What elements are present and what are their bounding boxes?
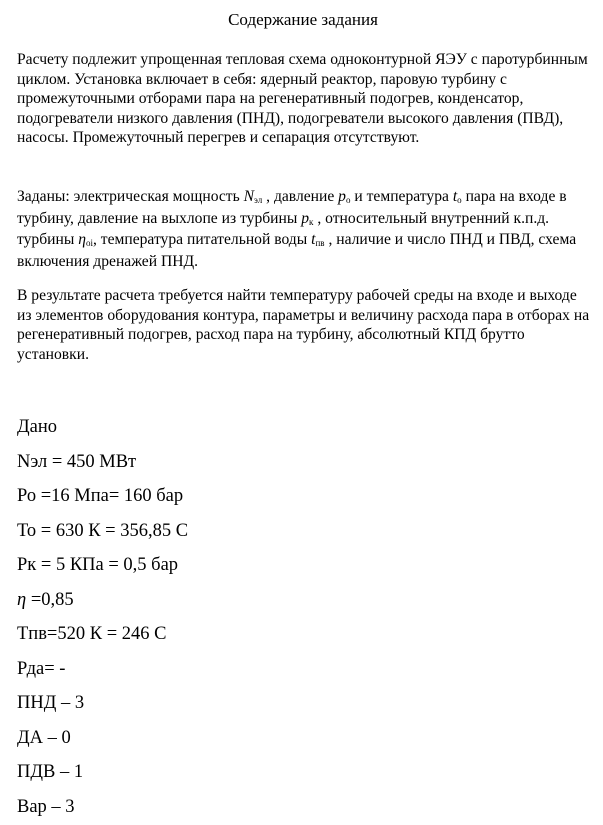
symbol-n-el: $N_{эл}$ (243, 188, 263, 205)
symbol-p-k: $p_к$ (301, 209, 314, 227)
given-var: Вар – 3 (17, 797, 75, 817)
document-title: Содержание задания (228, 10, 378, 29)
given-p-da: Рда= - (17, 659, 66, 679)
given-t-pv: Tпв=520 К = 246 С (17, 624, 167, 644)
symbol-p-o: $p_о$ (338, 188, 351, 205)
given-n-el: Nэл = 450 МВт (17, 452, 137, 472)
given-eta (17, 589, 74, 611)
symbol-t-o: $t_о$ (452, 188, 462, 205)
symbol-t-pv: $t_{пв}$ (311, 231, 325, 248)
task-description-paragraph: Расчету подлежит упрощенная тепловая схема одноконтурной ЯЭУ с паротурбинным циклом. Установка включает в себя: ядерный реактор, паровую турбину с промежуточными отборами пара на регенеративный подогрев, конденсатор, подогреватели низкого давления (ПНД), подогреватели высокого давления (ПВД), насосы. Промежуточный перегрев и сепарация отсутствуют. (17, 51, 588, 146)
eta-value: =0,85 (26, 590, 74, 610)
given-p-k: Рк = 5 КПа = 0,5 бар (17, 555, 179, 575)
eta-symbol: η (17, 590, 27, 610)
given-heading: Дано (17, 417, 57, 437)
p2-text-3: и температура (350, 188, 453, 205)
given-pnd: ПНД – 3 (17, 693, 85, 713)
given-t-o: То = 630 К = 356,85 С (17, 521, 189, 541)
p2-text-2: , давление (262, 188, 339, 205)
given-parameters-paragraph (17, 187, 592, 271)
result-requirements-paragraph: В результате расчета требуется найти температуру рабочей среды на входе и выходе из элементов оборудования контура, параметры и величину расхода пара в отборах на регенеративный подогрев, расход пара на турбину, абсолютный КПД брутто установки. (17, 287, 590, 363)
p2-text-1: Заданы: электрическая мощность (17, 188, 244, 205)
given-da: ДА – 0 (17, 728, 71, 748)
given-pdv: ПДВ – 1 (17, 762, 84, 782)
p2-text-6: , температура питательной воды (92, 231, 312, 248)
symbol-eta-oi: $\eta_{oi}$ (78, 231, 93, 248)
given-p-o: Ро =16 Мпа= 160 бар (17, 486, 184, 506)
p2-text-5: , относительный внутренний к.п.д. турбины (17, 209, 550, 248)
p2-text-7: , наличие и число ПНД и ПВД, схема включения дренажей ПНД. (17, 231, 577, 270)
p2-text-4: пара на входе в турбину, давление на выхлопе из турбины (17, 188, 567, 227)
